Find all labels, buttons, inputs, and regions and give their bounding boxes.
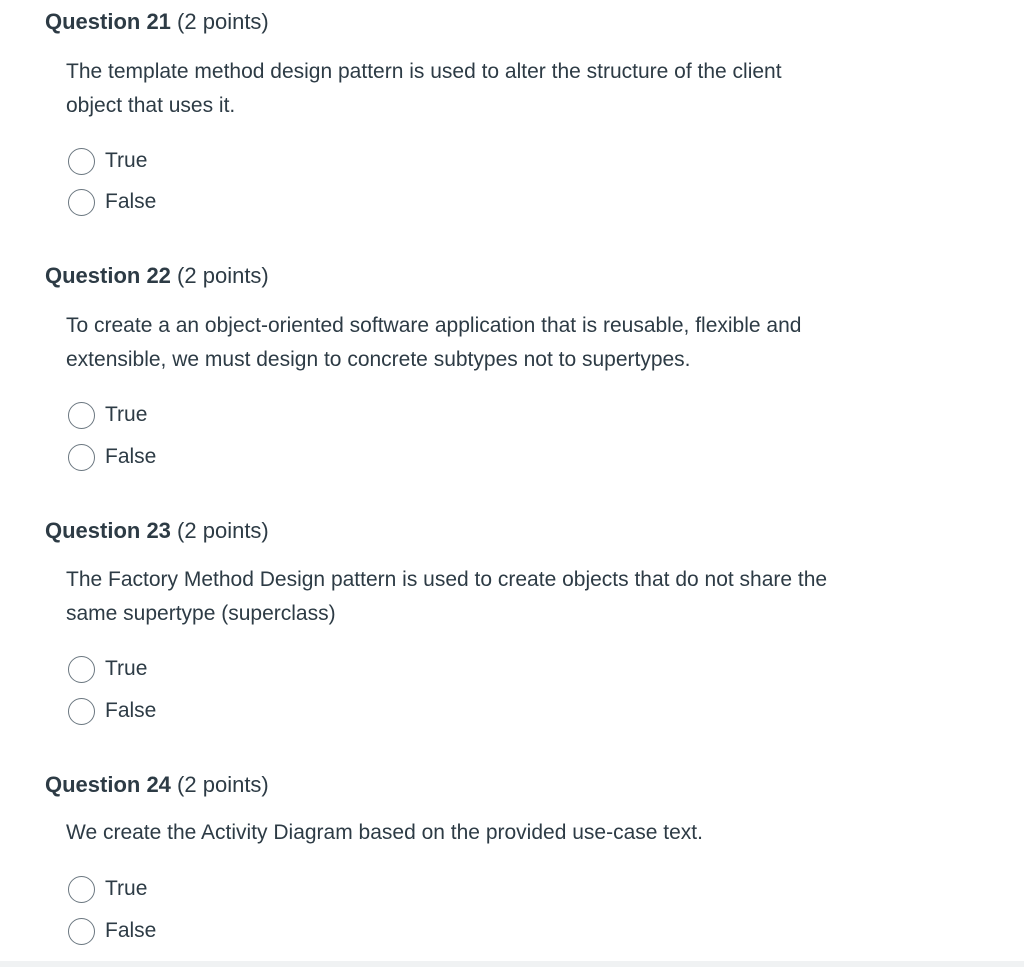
option-label: False: [105, 445, 157, 468]
question-header: [45, 517, 945, 545]
option-false[interactable]: [68, 915, 156, 947]
option-false[interactable]: [68, 186, 156, 218]
option-true[interactable]: [68, 873, 147, 905]
question-points: (2 points): [177, 518, 269, 543]
question-text-line: The template method design pattern is used to alter the structure of the client: [66, 60, 782, 83]
radio-button[interactable]: [68, 444, 95, 471]
question-text: [66, 563, 926, 631]
option-false[interactable]: [68, 695, 156, 727]
question-header: [45, 771, 945, 799]
option-label: True: [105, 149, 148, 172]
question-title: Question 23: [45, 518, 171, 543]
question-text-line: To create a an object-oriented software application that is reusable, flexible and: [66, 314, 802, 337]
option-label: False: [105, 919, 157, 942]
radio-button[interactable]: [68, 876, 95, 903]
question-title: Question 21: [45, 9, 171, 34]
question-text: [66, 55, 926, 123]
question-points: (2 points): [177, 772, 269, 797]
radio-button[interactable]: [68, 402, 95, 429]
option-label: True: [105, 877, 148, 900]
question-text-line: same supertype (superclass): [66, 602, 336, 625]
bottom-divider: [0, 961, 1024, 967]
option-false[interactable]: [68, 441, 156, 473]
question-text-line: The Factory Method Design pattern is used to create objects that do not share the: [66, 568, 828, 591]
question-text-line: We create the Activity Diagram based on the provided use-case text.: [66, 821, 703, 844]
question-21: [45, 8, 945, 213]
question-text: [66, 309, 926, 377]
question-text-line: object that uses it.: [66, 94, 236, 117]
question-points: (2 points): [177, 9, 269, 34]
option-label: True: [105, 403, 148, 426]
question-header: [45, 8, 945, 36]
question-text-line: extensible, we must design to concrete subtypes not to supertypes.: [66, 348, 691, 371]
question-text: [66, 816, 926, 850]
option-label: True: [105, 657, 148, 680]
question-22: [45, 262, 945, 468]
radio-button[interactable]: [68, 189, 95, 216]
radio-button[interactable]: [68, 918, 95, 945]
option-true[interactable]: [68, 399, 147, 431]
radio-button[interactable]: [68, 656, 95, 683]
option-label: False: [105, 190, 157, 213]
option-true[interactable]: [68, 653, 147, 685]
option-true[interactable]: [68, 145, 147, 177]
question-23: [45, 517, 945, 722]
question-24: [45, 771, 945, 942]
question-title: Question 24: [45, 772, 171, 797]
radio-button[interactable]: [68, 698, 95, 725]
option-label: False: [105, 699, 157, 722]
question-header: [45, 262, 945, 290]
radio-button[interactable]: [68, 148, 95, 175]
question-points: (2 points): [177, 263, 269, 288]
question-title: Question 22: [45, 263, 171, 288]
